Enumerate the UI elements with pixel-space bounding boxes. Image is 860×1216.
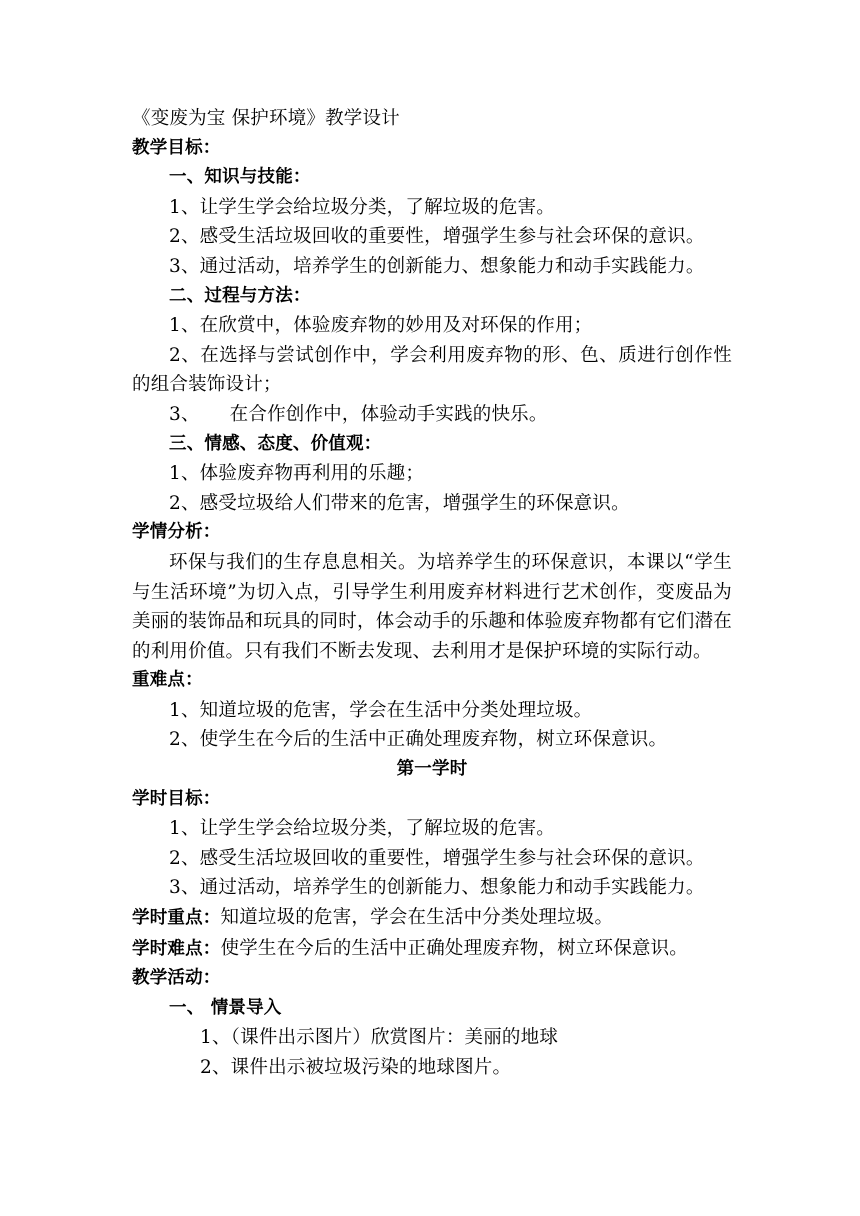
lesson-difficulty-label: 学时难点： (132, 938, 221, 959)
process-item: 1、在欣赏中，体验废弃物的妙用及对环保的作用； (169, 315, 593, 337)
section-item: 2、课件出示被垃圾污染的地球图片。 (200, 1057, 512, 1078)
lesson-goals-heading: 学时目标： (132, 788, 221, 809)
knowledge-item: 3、通过活动，培养学生的创新能力、想象能力和动手实践能力。 (169, 255, 705, 277)
process-item: 2、在选择与尝试创作中，学会利用废弃物的形、色、质进行创作性的组合装饰设计； (132, 344, 732, 396)
process-item-number: 3、 (169, 403, 200, 425)
keypoints-heading: 重难点： (132, 670, 203, 691)
section-heading: 一、 情景导入 (169, 997, 282, 1018)
lesson-goal-item: 3、通过活动，培养学生的创新能力、想象能力和动手实践能力。 (169, 877, 705, 899)
keypoints-item: 2、使学生在今后的生活中正确处理废弃物，树立环保意识。 (169, 729, 668, 751)
attitude-item: 1、体验废弃物再利用的乐趣； (169, 463, 425, 485)
analysis-paragraph: 环保与我们的生存息息相关。为培养学生的环保意识，本课以“学生与生活环境”为切入点，引导学生利用废弃材料进行艺术创作，变废品为美丽的装饰品和玩具的同时，体会动手的乐趣和体验废弃物都有它们潜在的利用价值。只有我们不断去发现、去利用才是保护环境的实际行动。 (132, 551, 732, 662)
process-heading: 二、过程与方法： (169, 285, 311, 306)
lesson-focus-label: 学时重点： (132, 908, 221, 929)
lesson-difficulty (132, 934, 732, 965)
section-item: 1、（课件出示图片）欣赏图片：美丽的地球 (200, 1027, 559, 1049)
lesson-focus-text: 知道垃圾的危害，学会在生活中分类处理垃圾。 (220, 907, 614, 929)
activities-heading: 教学活动： (132, 968, 221, 989)
lesson-goal-item: 2、感受生活垃圾回收的重要性，增强学生参与社会环保的意识。 (169, 847, 705, 869)
knowledge-heading: 一、知识与技能： (169, 167, 311, 188)
knowledge-item: 1、让学生学会给垃圾分类，了解垃圾的危害。 (169, 196, 555, 218)
document-title: 《变废为宝 保护环境》教学设计 (132, 108, 400, 129)
lesson-goal-item: 1、让学生学会给垃圾分类，了解垃圾的危害。 (169, 818, 555, 840)
lesson-difficulty-text: 使学生在今后的生活中正确处理废弃物，树立环保意识。 (220, 937, 689, 959)
process-item (132, 400, 732, 430)
lesson-heading: 第一学时 (396, 759, 468, 780)
attitude-item: 2、感受垃圾给人们带来的危害，增强学生的环保意识。 (169, 492, 630, 514)
knowledge-item: 2、感受生活垃圾回收的重要性，增强学生参与社会环保的意识。 (169, 226, 705, 248)
document-body (132, 104, 732, 1083)
process-item-text: 在合作创作中，体验动手实践的快乐。 (229, 403, 548, 425)
keypoints-item: 1、知道垃圾的危害，学会在生活中分类处理垃圾。 (169, 699, 593, 721)
lesson-focus (132, 903, 732, 934)
attitude-heading: 三、情感、态度、价值观： (169, 433, 382, 454)
analysis-heading: 学情分析： (132, 522, 221, 543)
objectives-heading: 教学目标： (132, 137, 221, 158)
